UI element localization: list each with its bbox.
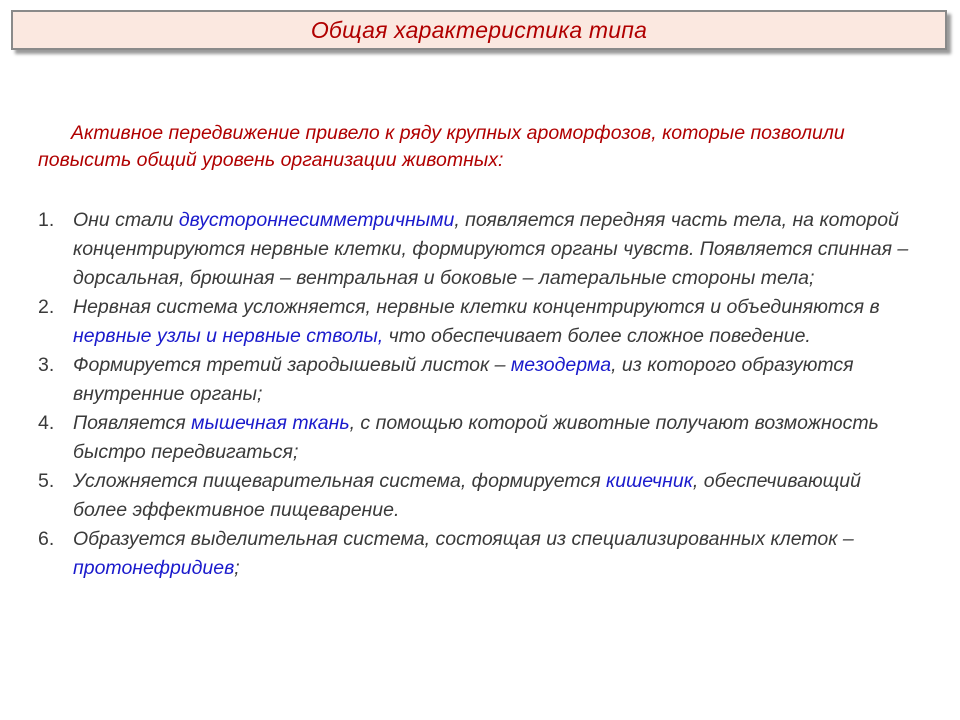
text-before: Усложняется пищеварительная система, формируется xyxy=(73,470,607,492)
list-item-3 xyxy=(38,351,918,409)
text-after: что обеспечивает более сложное поведение. xyxy=(383,325,811,347)
text-after: , появляется передняя часть тела, на которой концентрируются нервные клетки, формируются органы чувств. Появляется спинная – дорсальная, брюшная – вентральная и боковые – латеральные стороны тела; xyxy=(73,209,909,289)
text-before: Они стали xyxy=(73,209,179,231)
highlighted-term: протонефридиев xyxy=(73,557,235,579)
list-item-1 xyxy=(38,206,918,293)
list-item-6 xyxy=(38,525,918,583)
list-item-2 xyxy=(38,293,918,351)
text-after: ; xyxy=(234,557,240,579)
text-before: Образуется выделительная система, состоящая из специализированных клеток – xyxy=(73,528,854,550)
list-item-text xyxy=(73,293,918,351)
list-item-5 xyxy=(38,467,918,525)
list-number: 2. xyxy=(38,296,55,318)
list-item-4 xyxy=(38,409,918,467)
text-after: , с помощью которой животные получают возможность быстро передвигаться; xyxy=(73,412,879,463)
list-item-text xyxy=(73,351,918,409)
highlighted-term: кишечник xyxy=(606,470,693,492)
list-item-text xyxy=(73,525,918,583)
text-after: , обеспечивающий более эффективное пищеварение. xyxy=(73,470,861,521)
list-item-text xyxy=(73,206,918,293)
list-number: 4. xyxy=(38,412,55,434)
highlighted-term: двустороннесимметричными xyxy=(178,209,455,231)
text-before: Появляется xyxy=(73,412,192,434)
list-item-text xyxy=(73,409,918,467)
list-item-text xyxy=(73,467,918,525)
text-before: Нервная система усложняется, нервные клетки концентрируются и объединяются в xyxy=(73,296,880,318)
highlighted-term: мезодерма xyxy=(510,354,612,376)
slide-title: Общая характеристика типа xyxy=(310,16,648,43)
title-box xyxy=(11,10,947,50)
list-number: 5. xyxy=(38,470,55,492)
list-number: 3. xyxy=(38,354,55,376)
text-after: , из которого образуются внутренние органы; xyxy=(73,354,854,405)
characteristics-list xyxy=(38,206,918,583)
intro-paragraph: Активное передвижение привело к ряду крупных ароморфозов, которые позволили повысить общий уровень организации животных: xyxy=(38,122,845,171)
highlighted-term: мышечная ткань xyxy=(191,412,350,434)
highlighted-term: нервные узлы и нервные стволы, xyxy=(73,325,384,347)
list-number: 1. xyxy=(38,209,55,231)
text-before: Формируется третий зародышевый листок – xyxy=(73,354,511,376)
list-number: 6. xyxy=(38,528,55,550)
